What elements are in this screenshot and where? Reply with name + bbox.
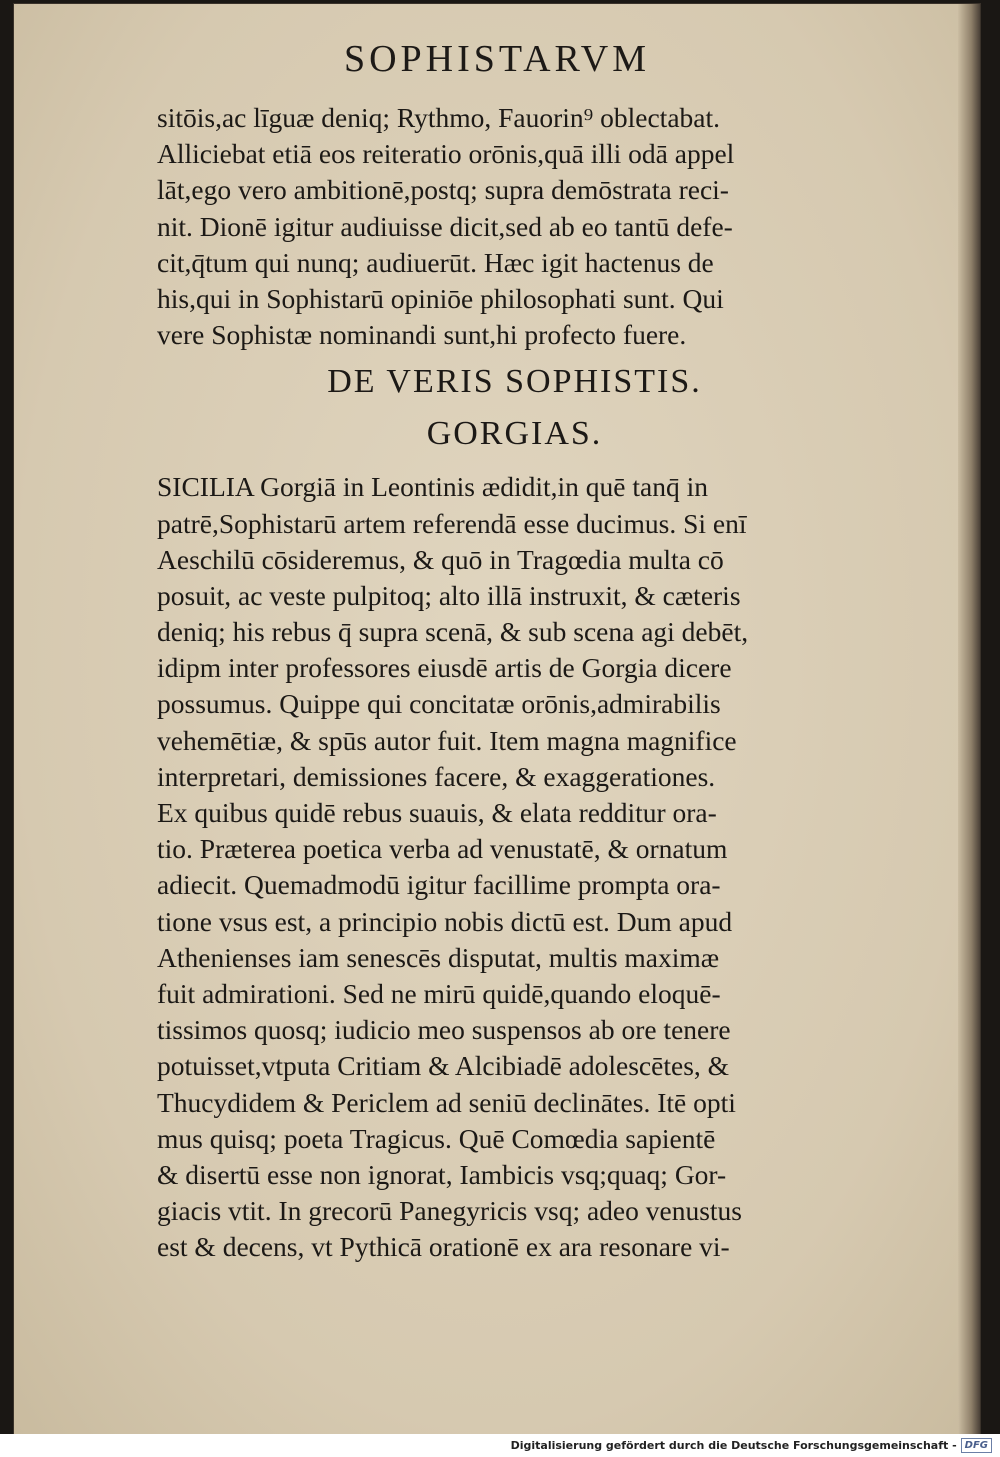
text-line: potuisset,vtputa Critiam & Alcibiadē adolescētes, & <box>157 1050 730 1082</box>
text-line: possumus. Quippe qui concitatæ orōnis,admirabilis <box>157 688 721 720</box>
funding-footer <box>0 1434 1000 1457</box>
text-line: tione vsus est, a principio nobis dictū est. Dum apud <box>157 905 733 937</box>
text-line: mus quisq; poeta Tragicus. Quē Comœdia sapientē <box>157 1122 716 1154</box>
text-line: fuit admirationi. Sed ne mirū quidē,quando eloquē- <box>157 977 721 1009</box>
text-line: tio. Præterea poetica verba ad venustatē, & ornatum <box>157 833 728 865</box>
text-line: posuit, ac veste pulpitoq; alto illā instruxit, & cæteris <box>157 579 741 611</box>
text-block <box>157 100 872 1265</box>
text-line: sitōis,ac līguæ deniq; Rythmo, Fauorin⁹ oblectabat. <box>157 102 720 133</box>
text-line: SICILIA Gorgiā in Leontinis ædidit,in quē tanq̄ in <box>157 471 708 503</box>
text-line: est & decens, vt Pythicā orationē ex ara resonare vi- <box>157 1231 730 1263</box>
text-line: vehemētiæ, & spūs autor fuit. Item magna magnifice <box>157 724 737 756</box>
book-page <box>14 4 980 1434</box>
text-line: adiecit. Quemadmodū igitur facillime prompta ora- <box>157 869 721 901</box>
text-line: Alliciebat etiā eos reiteratio orōnis,quā illi odā appel <box>157 138 735 170</box>
section-heading: DE VERIS SOPHISTIS. <box>327 363 702 401</box>
text-line: interpretari, demissiones facere, & exaggerationes. <box>157 760 716 792</box>
subsection-heading: GORGIAS. <box>426 415 603 453</box>
text-line: Ex quibus quidē rebus suauis, & elata redditur ora- <box>157 797 717 828</box>
text-line: & disertū esse non ignorat, Iambicis vsq;quaq; Gor- <box>157 1158 727 1190</box>
text-line: vere Sophistæ nominandi sunt,hi profecto fuere. <box>157 319 687 351</box>
text-line: nit. Dionē igitur audiuisse dicit,sed ab eo tantū defe- <box>157 210 733 242</box>
text-line: deniq; his rebus q̄ supra scenā, & sub scena agi debēt, <box>157 616 749 648</box>
text-line: giacis vtit. In grecorū Panegyricis vsq; adeo venustus <box>157 1195 743 1227</box>
text-line: tissimos quosq; iudicio meo suspensos ab ore tenere <box>157 1014 731 1046</box>
text-line: his,qui in Sophistarū opiniōe philosophati sunt. Qui <box>157 282 724 314</box>
text-line: Athenienses iam senescēs disputat, multis maximæ <box>157 941 720 973</box>
dfg-logo: DFG <box>961 1438 992 1453</box>
page-gutter <box>958 4 980 1434</box>
text-line: Thucydidem & Periclem ad seniū declinātes. Itē opti <box>157 1086 736 1118</box>
text-line: cit,q̄tum qui nunq; audiuerūt. Hæc igit hactenus de <box>157 246 714 278</box>
funding-credit: Digitalisierung gefördert durch die Deutsche Forschungsgemeinschaft - <box>510 1439 957 1452</box>
running-head: SOPHISTARVM <box>343 38 651 80</box>
text-line: lāt,ego vero ambitionē,postq; supra demōstrata reci- <box>157 174 729 206</box>
text-line: patrē,Sophistarū artem referendā esse ducimus. Si enī <box>157 507 747 539</box>
text-line: Aeschilū cōsideremus, & quō in Tragœdia multa cō <box>157 543 724 575</box>
text-line: idipm inter professores eiusdē artis de Gorgia dicere <box>157 652 732 684</box>
